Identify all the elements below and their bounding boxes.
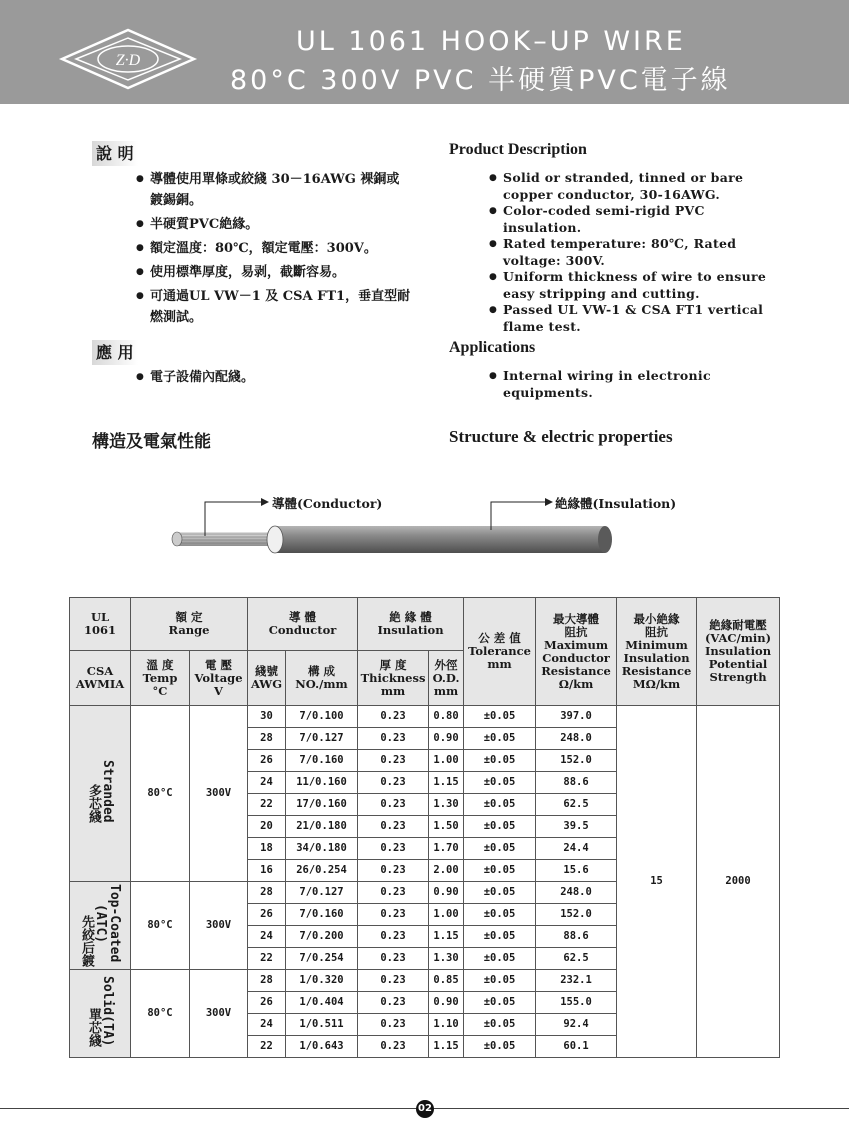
cell-thickness: 0.23 — [358, 1036, 429, 1058]
page-number: 02 — [416, 1100, 434, 1118]
applications-heading-cn: 應 用 — [92, 340, 138, 365]
cell-construction: 7/0.127 — [286, 728, 358, 750]
logo-text: Z·D — [115, 52, 141, 69]
construction-header: 構 成 NO./mm — [286, 651, 358, 706]
group-label-en: Stranded — [100, 760, 115, 823]
cell-tolerance: ±0.05 — [464, 1014, 536, 1036]
list-item: ● Uniform thickness of wire to ensure easy stripping and cutting. — [489, 269, 779, 302]
group-label — [70, 970, 131, 1058]
insulation-header: 絶 緣 體 Insulation — [358, 598, 464, 651]
cell-tolerance: ±0.05 — [464, 706, 536, 728]
list-item: ● 半硬質PVC絶緣。 — [136, 214, 411, 235]
ul-header: UL 1061 — [70, 598, 131, 651]
group-temp: 80°C — [131, 706, 190, 882]
cell-tolerance: ±0.05 — [464, 970, 536, 992]
group-label — [70, 882, 131, 970]
list-item: ● 使用標準厚度，易剥，截斷容易。 — [136, 262, 411, 283]
cell-tolerance: ±0.05 — [464, 838, 536, 860]
cell-construction: 34/0.180 — [286, 838, 358, 860]
cell-construction: 7/0.160 — [286, 904, 358, 926]
list-item: ● 電子設備內配綫。 — [136, 367, 411, 388]
min-insulation-value: 15 — [617, 706, 697, 1058]
cell-awg: 24 — [248, 772, 286, 794]
cell-thickness: 0.23 — [358, 926, 429, 948]
cell-tolerance: ±0.05 — [464, 882, 536, 904]
cell-tolerance: ±0.05 — [464, 1036, 536, 1058]
cell-od: 0.90 — [429, 882, 464, 904]
cell-thickness: 0.23 — [358, 970, 429, 992]
cell-awg: 30 — [248, 706, 286, 728]
description-heading-cn: 說 明 — [92, 141, 138, 166]
group-voltage: 300V — [190, 706, 248, 882]
cell-awg: 22 — [248, 1036, 286, 1058]
cell-resistance: 62.5 — [536, 948, 617, 970]
cell-od: 0.80 — [429, 706, 464, 728]
cell-construction: 7/0.200 — [286, 926, 358, 948]
awg-header: 綫號 AWG — [248, 651, 286, 706]
cell-resistance: 152.0 — [536, 904, 617, 926]
withstand-header: 絶緣耐電壓 (VAC/min) Insulation Potential Strength — [697, 598, 780, 706]
cell-resistance: 88.6 — [536, 926, 617, 948]
cell-thickness: 0.23 — [358, 794, 429, 816]
cell-awg: 26 — [248, 992, 286, 1014]
cell-od: 1.70 — [429, 838, 464, 860]
cell-od: 1.30 — [429, 794, 464, 816]
cell-construction: 17/0.160 — [286, 794, 358, 816]
range-header: 額 定 Range — [131, 598, 248, 651]
structure-heading-cn: 構造及電氣性能 — [92, 432, 211, 452]
cell-thickness: 0.23 — [358, 772, 429, 794]
temp-header: 溫 度 Temp °C — [131, 651, 190, 706]
cell-construction: 7/0.127 — [286, 882, 358, 904]
cell-od: 1.00 — [429, 750, 464, 772]
cell-construction: 11/0.160 — [286, 772, 358, 794]
cell-awg: 16 — [248, 860, 286, 882]
cell-thickness: 0.23 — [358, 750, 429, 772]
cell-od: 1.15 — [429, 926, 464, 948]
cell-thickness: 0.23 — [358, 838, 429, 860]
cell-tolerance: ±0.05 — [464, 904, 536, 926]
cell-resistance: 24.4 — [536, 838, 617, 860]
group-voltage: 300V — [190, 882, 248, 970]
cell-tolerance: ±0.05 — [464, 794, 536, 816]
applications-heading-en: Applications — [449, 339, 536, 356]
cell-od: 1.15 — [429, 772, 464, 794]
cell-awg: 22 — [248, 948, 286, 970]
cell-construction: 7/0.100 — [286, 706, 358, 728]
insulation-label: 絶緣體(Insulation) — [555, 496, 677, 511]
cell-thickness: 0.23 — [358, 882, 429, 904]
title-line-2: 80°C 300V PVC 半硬質PVC電子線 — [230, 65, 731, 96]
cell-resistance: 232.1 — [536, 970, 617, 992]
cell-awg: 28 — [248, 728, 286, 750]
thickness-header: 厚 度 Thickness mm — [358, 651, 429, 706]
table-row — [70, 706, 780, 728]
cell-awg: 28 — [248, 970, 286, 992]
cell-od: 1.50 — [429, 816, 464, 838]
group-label-cn: 多芯綫 — [86, 783, 101, 823]
cell-awg: 24 — [248, 926, 286, 948]
cell-od: 0.85 — [429, 970, 464, 992]
group-temp: 80°C — [131, 970, 190, 1058]
cell-resistance: 15.6 — [536, 860, 617, 882]
cell-thickness: 0.23 — [358, 860, 429, 882]
description-heading-en: Product Description — [449, 141, 587, 158]
cell-tolerance: ±0.05 — [464, 728, 536, 750]
cell-thickness: 0.23 — [358, 992, 429, 1014]
description-list-cn — [136, 169, 411, 331]
list-item: ● Internal wiring in electronic equipments. — [489, 368, 789, 401]
withstand-value: 2000 — [697, 706, 780, 1058]
cell-construction: 21/0.180 — [286, 816, 358, 838]
list-item: ● Rated temperature: 80℃, Rated voltage: 300V. — [489, 236, 779, 269]
cell-resistance: 248.0 — [536, 882, 617, 904]
structure-heading-en: Structure & electric properties — [449, 427, 673, 446]
cell-thickness: 0.23 — [358, 816, 429, 838]
cell-od: 0.90 — [429, 728, 464, 750]
cell-thickness: 0.23 — [358, 948, 429, 970]
cell-resistance: 397.0 — [536, 706, 617, 728]
cell-od: 1.00 — [429, 904, 464, 926]
cell-thickness: 0.23 — [358, 1014, 429, 1036]
description-list-en — [489, 170, 779, 335]
list-item: ● 可通過UL VW－1 及 CSA FT1，垂直型耐燃測試。 — [136, 286, 411, 328]
cell-resistance: 248.0 — [536, 728, 617, 750]
title-line-1: UL 1061 HOOK–UP WIRE — [296, 26, 686, 57]
cell-awg: 22 — [248, 794, 286, 816]
cell-construction: 1/0.404 — [286, 992, 358, 1014]
cell-resistance: 62.5 — [536, 794, 617, 816]
min-insulation-header: 最小絶緣 阻抗 Minimum Insulation Resistance MΩ/km — [617, 598, 697, 706]
cell-resistance: 155.0 — [536, 992, 617, 1014]
spec-table — [69, 597, 780, 1058]
cell-od: 1.30 — [429, 948, 464, 970]
cell-awg: 28 — [248, 882, 286, 904]
applications-list-cn — [136, 367, 411, 391]
od-header: 外徑 O.D. mm — [429, 651, 464, 706]
cell-awg: 26 — [248, 750, 286, 772]
tolerance-header: 公 差 值 Tolerance mm — [464, 598, 536, 706]
cell-od: 2.00 — [429, 860, 464, 882]
cell-od: 1.15 — [429, 1036, 464, 1058]
cell-construction: 1/0.320 — [286, 970, 358, 992]
list-item: ● 導體使用單條或絞綫 30－16AWG 裸銅或鍍錫銅。 — [136, 169, 411, 211]
cell-tolerance: ±0.05 — [464, 860, 536, 882]
list-item: ● Passed UL VW-1 & CSA FT1 vertical flame test. — [489, 302, 779, 335]
cell-resistance: 60.1 — [536, 1036, 617, 1058]
cell-awg: 24 — [248, 1014, 286, 1036]
cell-thickness: 0.23 — [358, 728, 429, 750]
cell-awg: 18 — [248, 838, 286, 860]
voltage-header: 電 壓 Voltage V — [190, 651, 248, 706]
cell-awg: 20 — [248, 816, 286, 838]
company-logo — [58, 26, 198, 92]
page-header — [0, 0, 849, 104]
conductor-label: 導體(Conductor) — [272, 496, 383, 511]
list-item: ● Color-coded semi-rigid PVC insulation. — [489, 203, 779, 236]
group-temp: 80°C — [131, 882, 190, 970]
group-label — [70, 706, 131, 882]
group-label-en: Solid(TA) — [100, 976, 115, 1047]
cell-tolerance: ±0.05 — [464, 926, 536, 948]
cell-resistance: 92.4 — [536, 1014, 617, 1036]
group-label-en: Top-Coated (ATC) — [93, 884, 122, 963]
group-label-cn: 單芯綫 — [86, 1007, 101, 1047]
cell-tolerance: ±0.05 — [464, 948, 536, 970]
cell-tolerance: ±0.05 — [464, 816, 536, 838]
csa-header: CSA AWMIA — [70, 651, 131, 706]
cell-tolerance: ±0.05 — [464, 750, 536, 772]
cell-construction: 26/0.254 — [286, 860, 358, 882]
cell-od: 1.10 — [429, 1014, 464, 1036]
cell-thickness: 0.23 — [358, 706, 429, 728]
cell-thickness: 0.23 — [358, 904, 429, 926]
cell-resistance: 152.0 — [536, 750, 617, 772]
cell-construction: 1/0.511 — [286, 1014, 358, 1036]
conductor-header: 導 體 Conductor — [248, 598, 358, 651]
group-voltage: 300V — [190, 970, 248, 1058]
max-resistance-header: 最大導體 阻抗 Maximum Conductor Resistance Ω/km — [536, 598, 617, 706]
cell-awg: 26 — [248, 904, 286, 926]
cell-resistance: 39.5 — [536, 816, 617, 838]
group-label-cn: 先絞后鍍 — [79, 915, 94, 967]
cell-tolerance: ±0.05 — [464, 992, 536, 1014]
cell-resistance: 88.6 — [536, 772, 617, 794]
cell-od: 0.90 — [429, 992, 464, 1014]
cell-tolerance: ±0.05 — [464, 772, 536, 794]
cell-construction: 7/0.254 — [286, 948, 358, 970]
cell-construction: 1/0.643 — [286, 1036, 358, 1058]
list-item: ● 額定溫度：80℃，額定電壓：300V。 — [136, 238, 411, 259]
applications-list-en — [489, 368, 789, 401]
cell-construction: 7/0.160 — [286, 750, 358, 772]
list-item: ● Solid or stranded, tinned or bare copper conductor, 30-16AWG. — [489, 170, 779, 203]
